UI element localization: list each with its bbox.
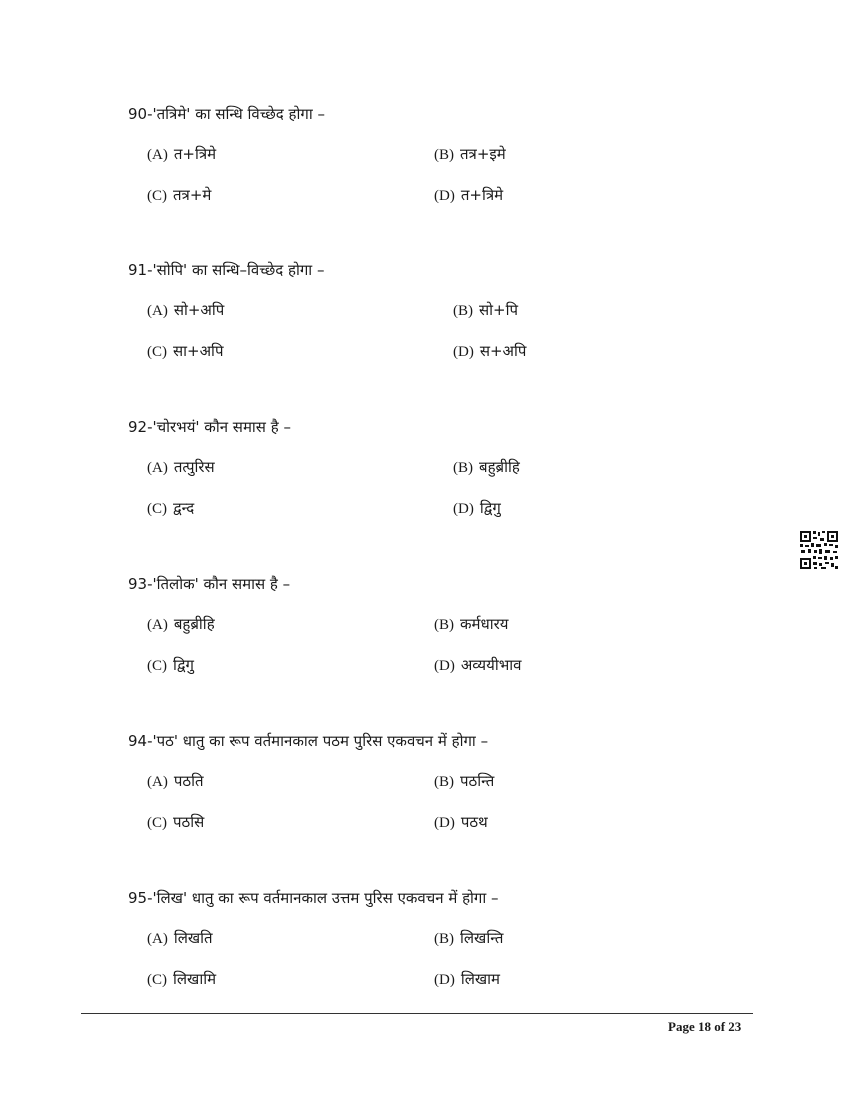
option-c: (C) पठसि [147,813,205,831]
option-b: (B) कर्मधारय [434,615,509,633]
option-b: (B) बहुब्रीहि [453,458,520,476]
option-c: (C) तत्र+मे [147,186,212,204]
question-90 [0,104,850,244]
option-c: (C) सा+अपि [147,342,224,360]
option-d: (D) अव्ययीभाव [434,656,522,674]
option-d: (D) त+त्रिमे [434,186,504,204]
option-a: (A) सो+अपि [147,301,225,319]
option-d: (D) लिखाम [434,970,501,988]
option-b: (B) लिखन्ति [434,929,504,947]
page-number: Page 18 of 23 [668,1019,742,1034]
option-a: (A) बहुब्रीहि [147,615,215,633]
question-text: 92-'चोरभयं' कौन समास है – [128,418,291,436]
option-d: (D) स+अपि [453,342,527,360]
option-a: (A) तत्पुरिस [147,458,215,476]
option-d: (D) द्विगु [453,499,501,517]
question-text: 91-'सोपि' का सन्धि–विच्छेद होगा – [128,261,325,279]
question-92 [0,417,850,557]
footer-divider [81,1013,753,1014]
option-a: (A) पठति [147,772,204,790]
question-91 [0,260,850,400]
option-d: (D) पठथ [434,813,488,831]
option-a: (A) त+त्रिमे [147,145,217,163]
question-text: 95-'लिख' धातु का रूप वर्तमानकाल उत्तम पुरिस एकवचन में होगा – [128,889,499,907]
option-b: (B) सो+पि [453,301,518,319]
option-b: (B) तत्र+इमे [434,145,506,163]
question-95 [0,888,850,1028]
option-b: (B) पठन्ति [434,772,495,790]
option-c: (C) द्विगु [147,656,194,674]
question-text: 90-'तत्रिमे' का सन्धि विच्छेद होगा – [128,105,325,123]
option-a: (A) लिखति [147,929,213,947]
question-94 [0,731,850,871]
question-text: 93-'तिलोक' कौन समास है – [128,575,291,593]
option-c: (C) द्वन्द [147,499,195,517]
option-c: (C) लिखामि [147,970,217,988]
question-93 [0,574,850,714]
question-text: 94-'पठ' धातु का रूप वर्तमानकाल पठम पुरिस एकवचन में होगा – [128,732,489,750]
qr-code-icon [799,530,839,570]
